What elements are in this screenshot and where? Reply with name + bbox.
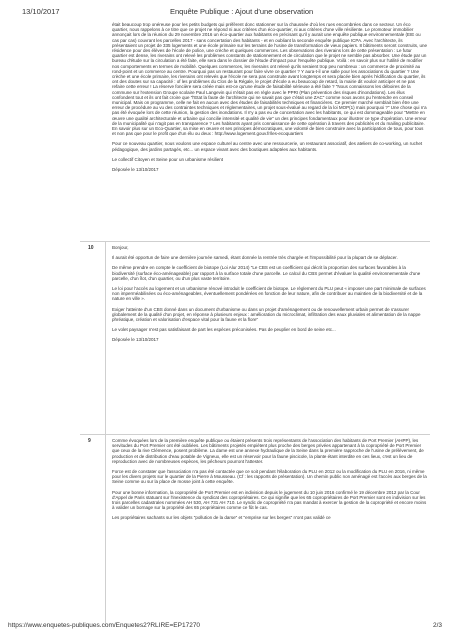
observation-paragraph: Le volet paysager n'est pas satisfaisant de part les espèces préconisées. Pas de peuplier en bord de seine etc... bbox=[112, 327, 336, 333]
observation-paragraph: Pour une bonne information, la copropriété de Port Premier est en indivision depuis le jugement du 10 juin 2016 confirmé le 19 décembre 2012 par la Cour d'Appel de Paris statuant sur l'inexistence du syndicat des copropriétaires. Ce qui signifie que les 65 copropriétaires de Port Premier sont en indivision sur les trois parcelles cadastrales nommées AH 530, AH 731 AH 710. Le syndic de copropriété n'a pas mandat à exercer la gestion de la copropriété et encore moins à valider un bornage sur la propriété des 65 propriétaires comme ce fût le cas. bbox=[112, 489, 427, 511]
page-url: https://www.enquetes-publiques.com/Enquetes2?RLIRE=EP17270 bbox=[8, 622, 201, 629]
deposit-date: Déposée le 13/10/2017 bbox=[112, 167, 159, 173]
observation-number: 9 bbox=[88, 438, 91, 444]
observation-paragraph: Le loi pour l'accès au logement et un urbanisme rénové introduit le coefficient de biotope. Le règlement du PLU peut « imposer une part minimale de surfaces non imperméabilisées ou éco-aménageables, éventuellement pondérées en fonction de leur nature, afin de contribuer au maintien de la biodiversité et de la nature en ville ». bbox=[112, 286, 426, 302]
observation-paragraph: Force est de constater que l'association n'a pas été contactée que ce soit pendant l'élaboration du PLU en 2012 ou la modification du PLU en 2016, ni même pour les divers projets sur le quartier de la Pierre à Mousseau. (Cf : les rapports de présentation). Un chemin public non aménagé est l'accès aux berges de la Seine comme ou sur la place de mosse joint à cette enquête. bbox=[112, 469, 427, 485]
observation-paragraph: Les propriétaires sachants sur les objets "pollution de la darse" et "emprise sur les berges" n'ont pas validé ce bbox=[112, 515, 331, 521]
observation-number: 10 bbox=[88, 245, 94, 251]
print-date: 13/10/2017 bbox=[22, 7, 60, 16]
observation-paragraph: était beaucoup trop onéreuse pour les petits budgets qui préfèrent donc stationner sur la chaussée d'où les rues encombrées dans ce secteur. Un éco quartier, nous rappelons à ce titre que ce projet ne répond ni aux critères d'un éco-quartier, ni aux critères d'une ville résiliente. Le promoteur immobilier annonçait lors de la réunion du 29 novembre 2016 un éco-quartier aux habitants en précisant qu'il y aurait une enquête publique environnementale (EIE ou cas par cas) couvrant les parcelles 2017 - sans concertation des habitants - et en oubliant la seconde enquête publique ICPA. Avec l'architecte, ils présentaient un projet de 335 logements et une école primaire sur les terrains de l'usine de transformation de vieux papiers. 8 bâtiments seront construits, une résidence pour des élèves de l'école de police, une crèche et quelques commerces. Les observations des riverains lors de cette présentation : Le futur quartier est dense, les riverains ont relevé les problèmes constants de stationnement et de circulation que le projet ne semble pas absorber. Une étude par un bureau d'étude sur la circulation a été faite, elle sera dans le dossier de l'étude d'impact pour l'enquête publique. Voilà : en savoir plus sur l'utilité de modifier nos comportements en termes de mobilité. Quelques commerces, les riverains ont relevé qu'ils seraient trop peu nombreux : un commerce de proximité au rond-point et un commerce au centre. Pourquoi pas un restaurant pour faire vivre ce quartier ? Y aura-t-il une salle pour les associations du quartier ? Une crèche et une école primaire, les riverains ont relevés que l'école ne sera pas construite avant longtemps et sera placée bien après l'édification du quartier, ils ont des doutes sur sa capacité : of les problèmes du Clos de la Régale, le projet d'école a eu beaucoup de retard, la mairie dit vouloir anticiper et ne pas refaire cette erreur ! La réserve foncière sera créée mais est-ce qu'une étude de faisabilité sérieuse a été faite ? "Nous connaissons les déboires de la commune sur l'extension Groupe scolaire Paul Langevin qui n'était pas en règle avec le PPRI (Plan prévention des risques d'inondations). Les élus confondent tout et ils ont fait croire que "l'Etat la faute de l'architecte qui ne savait pas que c'était une ZAC" comme nous avons pu l'entendre en conseil municipal. Mais on programme, celle ne fait en aucun avec des études de faisabilités techniques et financières. Ce premier marché semblait bien être une erreur de procédure au vu des contraintes techniques et réglementaires, un projet sous-évalué au regard de la loi MOP(1) mais pourquoi ?" Une chose qui n'a pas été évoquée lors de cette réunion, la gestion des inondations. Il n'y a pas eu de concertation avec les habitants, ce qui est dommageable pour "Mettre en œuvre une qualité architecturale et urbaine qui concilie intensité et qualité de vie" un des principes fondamentaux pour illustrer ce type d'opération. Une erreur de la municipalité qui n'agit pas en transparence ? Les habitants ayant pris connaissance de cette opération à travers des publicités et du mailing publicitaire. En savoir plus sur un Eco-Quartier, sa mise en œuvre et ses principes démocratiques, une volonté de bien construire avec la participation de tous, pour tous et non pas que pour le profit que d'un élu ou deux : http://www.logement.gouv.fr/les-ecoquartiers bbox=[112, 22, 428, 137]
page-title: Enquête Publique : Ajout d'une observation bbox=[170, 7, 314, 16]
observation-paragraph: Bonjour, bbox=[112, 245, 129, 250]
page-header bbox=[0, 7, 452, 19]
observation-body bbox=[112, 245, 428, 348]
observation-body bbox=[112, 438, 428, 526]
row-separator bbox=[80, 241, 430, 242]
observation-paragraph: Exiger l'atteinte d'un CBS donné dans un document d'urbanisme ou dans un projet d'aménagement ou de renouvellement urbain permet de s'assurer globalement de la qualité d'un projet, en réponse à plusieurs enjeux : amélioration du microclimat, infiltration des eaux pluviales et alimentation de la nappe phréatique, création et valorisation d'espace vital pour la faune et la flore" bbox=[112, 306, 421, 323]
signature: Le collectif Citoyen et Seine pour un urbanisme résilient bbox=[112, 156, 224, 162]
observation-paragraph: Pour ce nouveau quartier, nous voulons une espace culturel au centre avec une ressourcerie, un restaurant associatif, des ateliers de co-working, un ruchet pédagogique, des jardins partagés, etc... un espace vivant avec des boutiques adaptées aux habitants. bbox=[112, 141, 423, 152]
row-separator bbox=[80, 434, 430, 435]
observation-paragraph: De même prendre en compte le coefficient de biotope (Loi Alur 2014) "Le CBS est un coefficient qui décrit la proportion des surfaces favorables à la biodiversité (surface éco-aménageable) par rapport à la surface totale d'une parcelle. Le calcul du CBS permet d'évaluer la qualité environnementale d'une parcelle, d'un îlot, d'un quartier, ou d'un plus vaste territoire. bbox=[112, 265, 421, 281]
observation-paragraph: Comme évoquées lors de la première enquête publique ou étaient présents trois représentants de l'association des habitants de Port Premier (AHPP), les servitudes du Port Premier ont été oubliées. Les bâtiments projetés empiètent plus proche des berges privées appartenant à la copropriété de Port Premier que ceux de la rive Clémence, posent problème. La dame est une annexe hydraulique de la Seine dans la première rapproche de l'usine de prélèvement, de production et de distribution d'eau potable de Vigneux, elle est un réservoir pour la faune piscicole, la plante étant interdite en ces lieux, c'est un lieu de reproduction avec de nombreuses espèces, les pêcheurs pourront l'attester. bbox=[112, 438, 424, 464]
deposit-date: Déposée le 13/10/2017 bbox=[112, 337, 159, 343]
observation-continued bbox=[112, 22, 428, 177]
observation-paragraph: Il aurait été opportun de faire une dernière journée samedi, étant donnée la rentrée très chargée et l'impossibilité pour la plupart de se déplacer. bbox=[112, 255, 398, 261]
page-number: 2/3 bbox=[432, 622, 442, 629]
